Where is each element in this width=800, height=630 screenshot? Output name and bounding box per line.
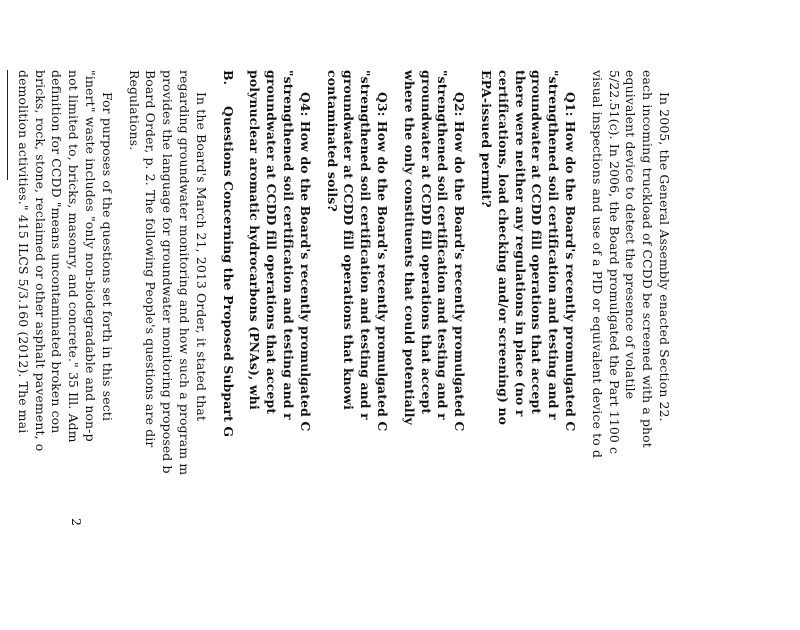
text-line: where the only constituents that could potentially [400, 70, 417, 630]
text-line: bricks, rock, stone, reclaimed or other asphalt pavement, o [31, 70, 48, 630]
question-q4 [246, 70, 313, 630]
spacer [578, 70, 588, 630]
footnote [0, 70, 2, 630]
text-line: polynuclear aromatic hydrocarbons (PNAs), whi [246, 70, 263, 630]
text-line: regarding groundwater monitoring and how such a program m [175, 70, 192, 630]
section-title: Questions Concerning the Proposed Subpart G [221, 106, 236, 437]
text-line: EPA-issued permit? [477, 70, 494, 630]
text-line: Board Order, p. 2. The following People's questions are dir [142, 70, 159, 630]
text-line: groundwater at CCDD fill operations that knowi [340, 70, 357, 630]
text-line: 5/22.51(c). In 2006, the Board promulgated the Part 1100 c [605, 70, 622, 630]
text-line: Q1: How do the Board's recently promulgated C [561, 70, 578, 630]
footnote-divider [7, 70, 8, 180]
text-line: Regulations. [125, 70, 142, 630]
question-q3 [323, 70, 390, 630]
spacer [390, 70, 400, 630]
text-line: demolition activities." 415 ILCS 5/3.160 (2012). The mai [14, 70, 31, 630]
text-line: visual inspections and use of a PID or equivalent device to d [588, 70, 605, 630]
spacer [209, 70, 219, 630]
spacer [467, 70, 477, 630]
text-line: "strengthened soil certification and testing and r [356, 70, 373, 630]
text-line: "strengthened soil certification and testing and r [434, 70, 451, 630]
text-line: not limited to, bricks, masonry, and concrete." 35 Ill. Adm [65, 70, 82, 630]
text-line: contaminated soils? [323, 70, 340, 630]
paragraph-board-order [125, 70, 209, 630]
section-heading [219, 70, 236, 630]
text-line: In 2005, the General Assembly enacted Section 22. [655, 70, 672, 630]
text-line: In the Board's March 21, 2013 Order, it stated that [192, 70, 209, 630]
text-line: "strengthened soil certification and testing and r [544, 70, 561, 630]
text-line: certifications, load checking and/or screening) no [494, 70, 511, 630]
spacer [313, 70, 323, 630]
spacer [236, 70, 246, 630]
paragraph-inert-waste [14, 70, 115, 630]
text-line: groundwater at CCDD fill operations that accept [417, 70, 434, 630]
paragraph-general-assembly [588, 70, 672, 630]
text-line: groundwater at CCDD fill operations that accept [528, 70, 545, 630]
spacer [115, 70, 125, 630]
text-line: For purposes of the questions set forth in this secti [98, 70, 115, 630]
text-line: definition for CCDD "means uncontaminated broken con [48, 70, 65, 630]
text-line: "strengthened soil certification and testing and r [279, 70, 296, 630]
text-line: there were neither any regulations in place (no r [511, 70, 528, 630]
footnotes [0, 70, 2, 630]
text-line: Q4: How do the Board's recently promulgated C [296, 70, 313, 630]
question-q1 [477, 70, 578, 630]
text-line: Q2: How do the Board's recently promulgated C [450, 70, 467, 630]
page-number: 2 [69, 518, 84, 526]
text-line: Q3: How do the Board's recently promulgated C [373, 70, 390, 630]
rotated-text-block [0, 70, 672, 630]
text-line: groundwater at CCDD fill operations that accept [262, 70, 279, 630]
text-line: each incoming truckload of CCDD be screened with a phot [638, 70, 655, 630]
section-letter: B. [219, 70, 236, 106]
question-q2 [400, 70, 467, 630]
text-line: equivalent device to detect the presence of volatile [622, 70, 639, 630]
text-line: "inert" waste includes "only non-biodegradable and non-p [81, 70, 98, 630]
text-line: provides the language for groundwater monitoring proposed b [158, 70, 175, 630]
